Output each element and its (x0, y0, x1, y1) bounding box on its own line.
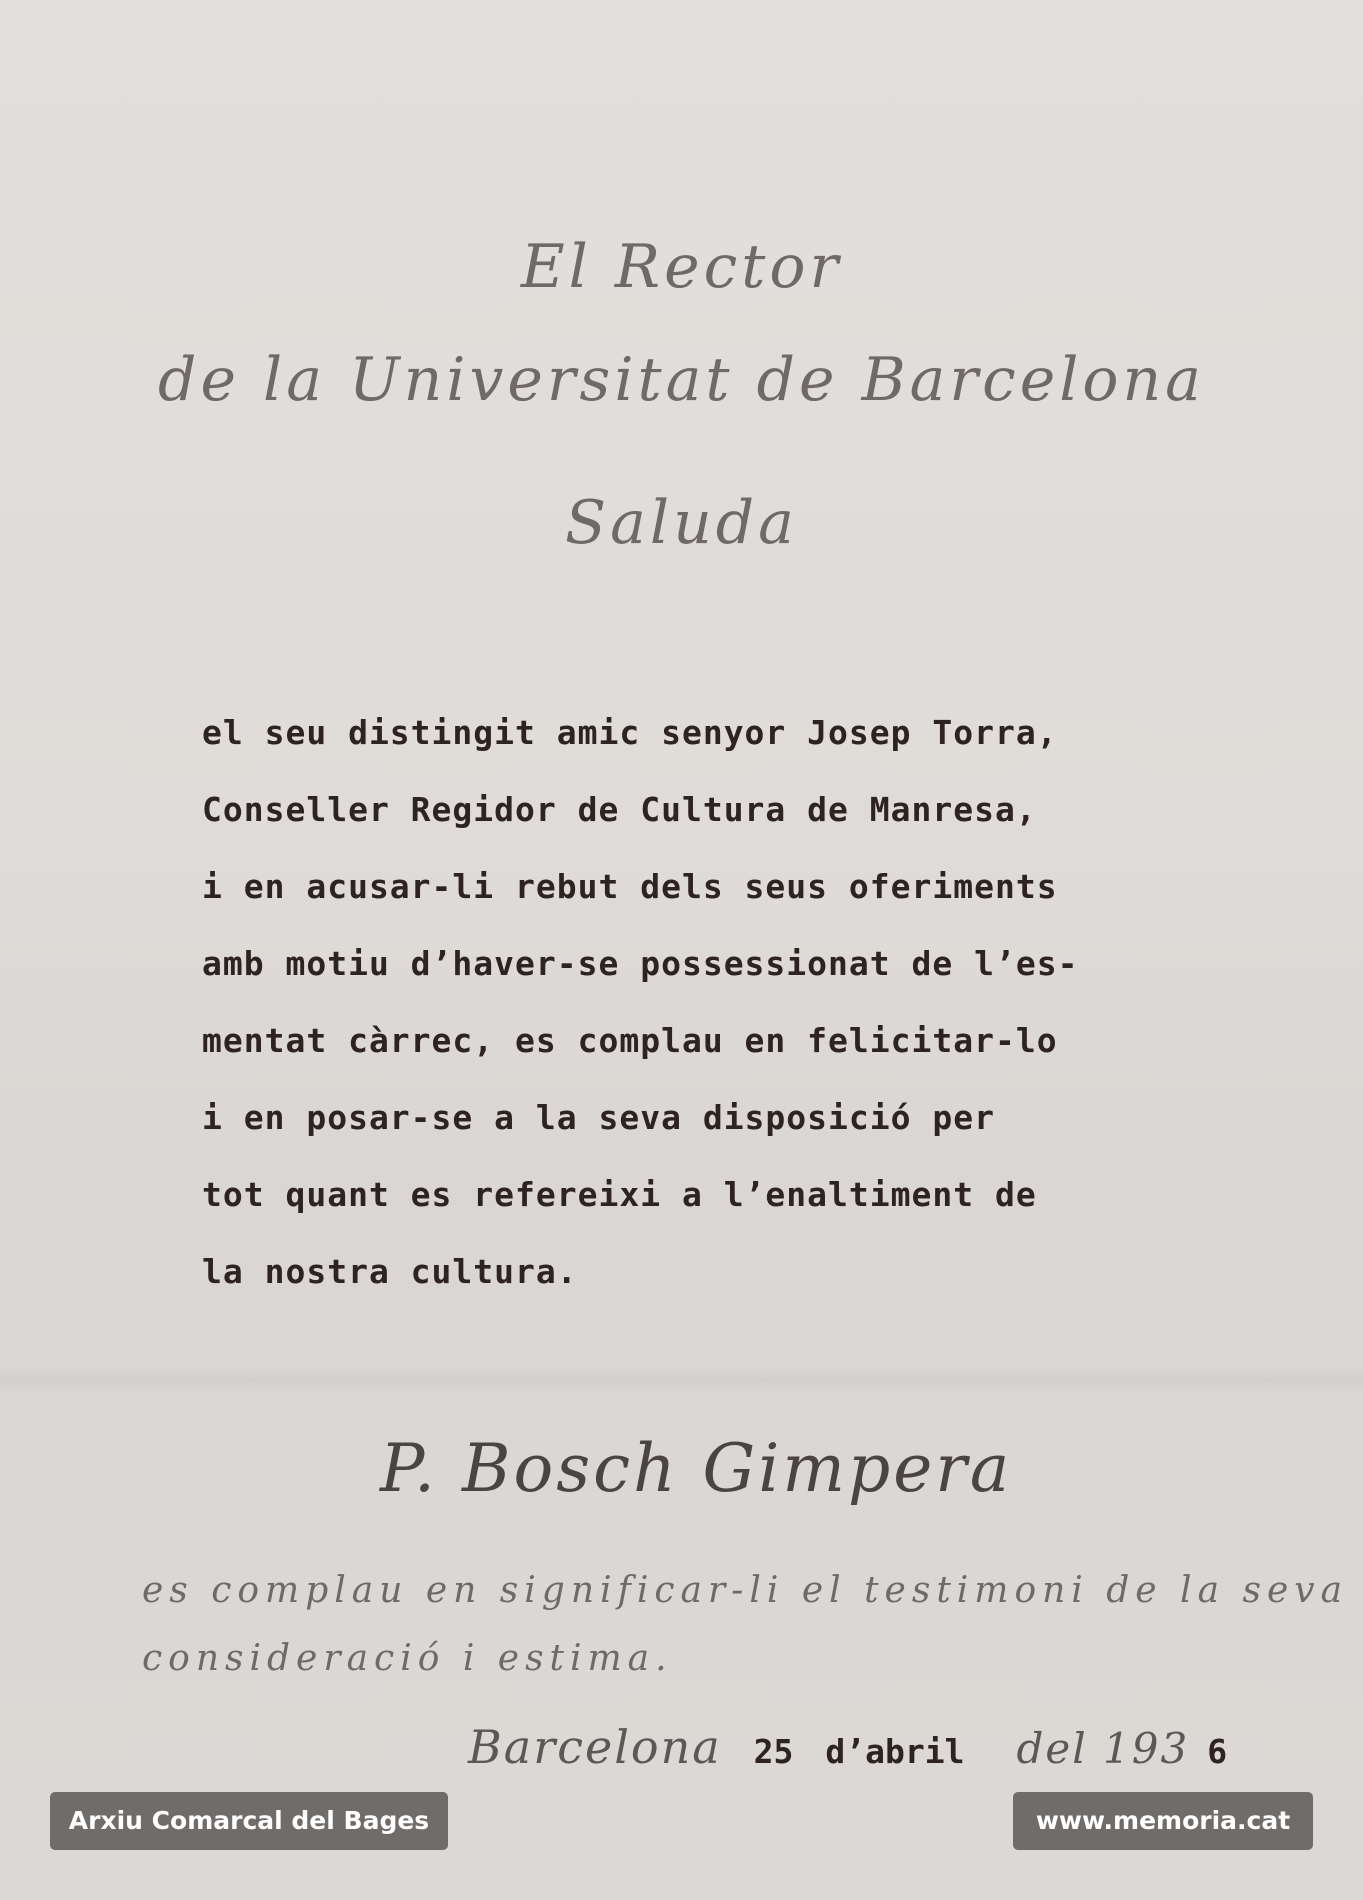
header-institution: de la Universitat de Barcelona (158, 345, 1205, 415)
body-line: la nostra cultura. (202, 1252, 578, 1291)
paper-fold (0, 1368, 1363, 1392)
date-year-digit: 6 (1207, 1732, 1228, 1771)
date-del: del 193 (1016, 1724, 1190, 1773)
date-day: 25 (753, 1732, 794, 1771)
typed-body (202, 694, 1202, 1310)
body-line: tot quant es refereixi a l’enaltiment de (202, 1175, 1037, 1214)
body-line: i en posar-se a la seva disposició per (202, 1098, 995, 1137)
dateline (468, 1720, 1227, 1780)
body-line: i en acusar-li rebut dels seus oferiments (202, 867, 1058, 906)
body-line: Conseller Regidor de Cultura de Manresa, (202, 790, 1037, 829)
header-greeting: Saluda (565, 488, 798, 558)
date-month: d’abril (825, 1732, 965, 1771)
website-watermark: www.memoria.cat (1013, 1792, 1313, 1850)
body-line: mentat càrrec, es complau en felicitar-lo (202, 1021, 1058, 1060)
closing-line: consideració i estima. (142, 1638, 673, 1679)
archive-watermark: Arxiu Comarcal del Bages (50, 1792, 448, 1850)
closing-line: es complau en significar-li el testimoni de la seva (142, 1570, 1349, 1611)
signature: P. Bosch Gimpera (380, 1430, 1013, 1507)
header-title: El Rector (520, 232, 843, 302)
body-line: el seu distingit amic senyor Josep Torra, (202, 713, 1058, 752)
body-line: amb motiu d’haver-se possessionat de l’es- (202, 944, 1079, 983)
date-city: Barcelona (468, 1720, 722, 1774)
